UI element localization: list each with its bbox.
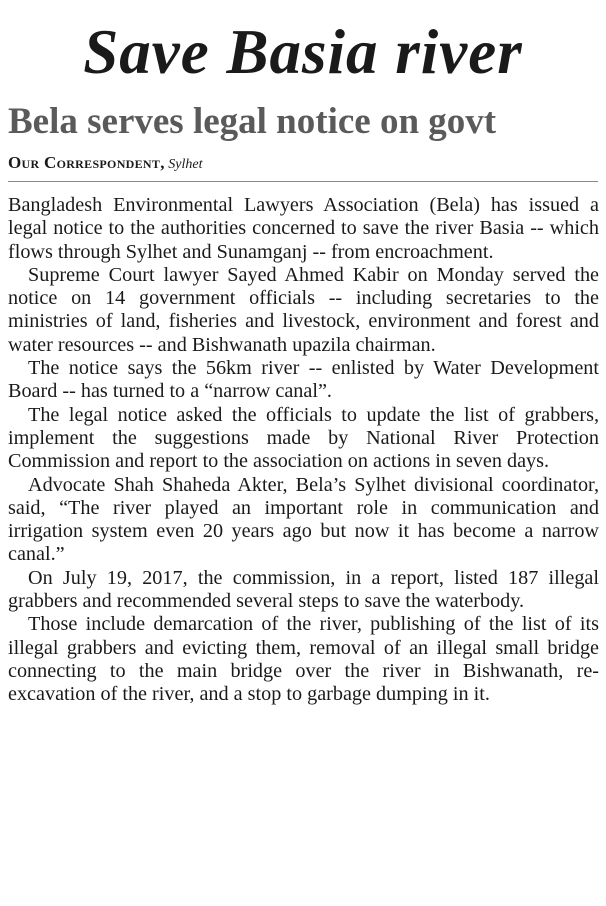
byline-location: Sylhet	[168, 157, 203, 172]
byline-author: Our Correspondent,	[8, 153, 165, 172]
article-subheadline: Bela serves legal notice on govt	[8, 101, 497, 142]
paragraph: Those include demarcation of the river, publishing of the list of its illegal grabbers and evicting them, removal of an illegal small bridge connecting to the main bridge over the river in Bishwanath, re-excavation of the river, and a stop to garbage dumping in it.	[8, 613, 599, 706]
byline-divider	[8, 181, 598, 182]
article-headline: Save Basia river	[83, 17, 523, 87]
paragraph: Bangladesh Environmental Lawyers Association (Bela) has issued a legal notice to the authorities concerned to save the river Basia -- which flows through Sylhet and Sunamganj -- from encroachment.	[8, 194, 599, 263]
paragraph: The notice says the 56km river -- enlisted by Water Development Board -- has turned to a “narrow canal”.	[8, 357, 599, 403]
paragraph: Supreme Court lawyer Sayed Ahmed Kabir on Monday served the notice on 14 government officials -- including secretaries to the ministries of land, fisheries and livestock, environment and forest and water resources -- and Bishwanath upazila chairman.	[8, 263, 599, 356]
paragraph: The legal notice asked the officials to update the list of grabbers, implement the suggestions made by National River Protection Commission and report to the association on actions in seven days.	[8, 403, 599, 473]
paragraph: Advocate Shah Shaheda Akter, Bela’s Sylhet divisional coordinator, said, “The river played an important role in communication and irrigation system even 20 years ago but now it has become a narrow canal.”	[8, 473, 599, 566]
byline	[8, 150, 598, 178]
paragraph: On July 19, 2017, the commission, in a report, listed 187 illegal grabbers and recommended several steps to save the waterbody.	[8, 566, 599, 613]
article-body	[8, 194, 599, 707]
